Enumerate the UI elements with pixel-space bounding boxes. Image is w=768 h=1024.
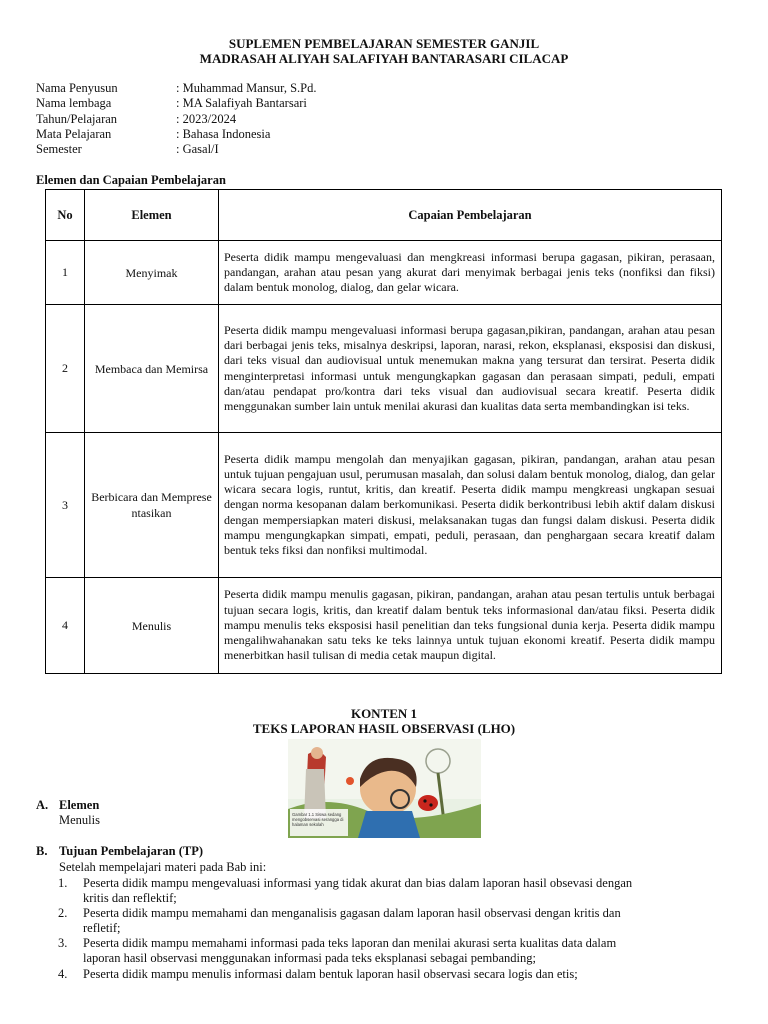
meta-row: [36, 96, 307, 111]
list-text: Peserta didik mampu memahami informasi pada teks laporan dan menilai akurasi serta kualitas data dalam: [83, 936, 617, 950]
list-number: 2.: [58, 906, 68, 920]
meta-key: Nama Penyusun: [36, 81, 118, 95]
row-capaian: Peserta didik mampu mengevaluasi informasi berupa gagasan,pikiran, pandangan, arahan atau pesan dari berbagai jenis teks, misalnya deskripsi, laporan, narasi, rekon, eksplanasi, eksposisi dan diskusi, dari teks visual dan audiovisual untuk menemukan makna yang tersurat dan tersirat. Peserta didik menginterpretasi informasi untuk mengungkapkan gagasan dan perasaan simpati, peduli, empati dan/atau pendapat pro/kontra dari teks visual dan audiovisual secara kreatif. Peserta didik menggunakan sumber lain untuk menilai akurasi dan kualitas data serta membandingkan isi teks.: [219, 305, 722, 433]
section-a-body: Menulis: [59, 813, 100, 827]
meta-value: : 2023/2024: [176, 112, 237, 126]
konten-label: KONTEN 1: [350, 706, 418, 721]
meta-key: Tahun/Pelajaran: [36, 112, 118, 126]
table-header-row: [46, 190, 722, 241]
list-number: 1.: [58, 876, 68, 890]
row-elemen: Membaca dan Memirsa: [85, 305, 219, 433]
row-elemen: Menulis: [85, 578, 219, 674]
list-text: refletif;: [83, 921, 121, 935]
capaian-table: [45, 189, 722, 674]
section-a-label: A.: [36, 798, 49, 812]
doc-title-line2: MADRASAH ALIYAH SALAFIYAH BANTARASARI CILACAP: [199, 51, 569, 66]
list-text: Peserta didik mampu menulis informasi dalam bentuk laporan hasil observasi secara logis dan etis;: [83, 967, 578, 981]
table-row: [46, 433, 722, 578]
list-number: 4.: [58, 967, 68, 981]
meta-value: : Muhammad Mansur, S.Pd.: [176, 81, 317, 95]
table-row: [46, 578, 722, 674]
header-elemen: Elemen: [85, 190, 219, 241]
meta-key: Mata Pelajaran: [36, 127, 112, 141]
doc-title-line1: SUPLEMEN PEMBELAJARAN SEMESTER GANJIL: [228, 36, 540, 51]
section-b-title: Tujuan Pembelajaran (TP): [59, 844, 203, 858]
meta-key: Nama lembaga: [36, 96, 112, 110]
meta-row: [36, 127, 270, 142]
section-b-label: B.: [36, 844, 48, 858]
list-text: kritis dan reflektif;: [83, 891, 177, 905]
row-elemen: Berbicara dan Mempresentasikan: [85, 433, 219, 578]
header-no: No: [46, 190, 85, 241]
table-row: [46, 241, 722, 305]
meta-row: [36, 142, 219, 157]
meta-row: [36, 81, 316, 96]
row-capaian: Peserta didik mampu menulis gagasan, pikiran, pandangan, arahan atau pesan tertulis untuk berbagai tujuan secara logis, kritis, dan kreatif dalam bentuk teks informasional dan/atau fiksi. Peserta didik mampu menulis teks eksposisi hasil penelitian dan teks fungsional dunia kerja. Peserta didik mampu mengalihwahanakan satu teks ke teks lainnya untuk tujuan ekonomi kreatif. Peserta didik mampu menerbitkan hasil tulisan di media cetak maupun digital.: [219, 578, 722, 674]
row-capaian: Peserta didik mampu mengevaluasi dan mengkreasi informasi berupa gagasan, pikiran, perasaan, pandangan, arahan atau pesan yang akurat dari menyimak berbagai jenis teks (nonfiksi dan fiksi) dalam bentuk monolog, dialog, dan gelar wicara.: [219, 241, 722, 305]
table-row: [46, 305, 722, 433]
section-heading: Elemen dan Capaian Pembelajaran: [36, 173, 226, 187]
meta-value: : Bahasa Indonesia: [176, 127, 271, 141]
list-text: Peserta didik mampu mengevaluasi informasi yang tidak akurat dan bias dalam laporan hasil obsevasi dengan: [83, 876, 633, 890]
konten-title: TEKS LAPORAN HASIL OBSERVASI (LHO): [252, 721, 516, 736]
row-elemen: Menyimak: [85, 241, 219, 305]
row-capaian: Peserta didik mampu mengolah dan menyajikan gagasan, pikiran, pandangan, arahan atau pesan untuk tujuan pengajuan usul, perumusan masalah, dan solusi dalam bentuk monolog, dialog, dan gelar wicara secara logis, runtut, kritis, dan kreatif. Peserta didik mampu mengkreasi ungkapan sesuai dengan norma kesopanan dalam berkomunikasi. Peserta didik berkontribusi lebih aktif dalam diskusi dengan mempersiapkan materi diskusi, melaksanakan tugas dan fungsi dalam diskusi. Peserta didik mampu mengungkapkan simpati, empati, peduli, perasaan, dan penghargaan secara kreatif dalam bentuk teks fiksi dan nonfiksi multimodal.: [219, 433, 722, 578]
row-no: 1: [46, 241, 85, 305]
header-capaian: Capaian Pembelajaran: [219, 190, 722, 241]
list-text: Peserta didik mampu memahami dan menganalisis gagasan dalam laporan hasil observasi dengan kritis dan: [83, 906, 621, 920]
section-a-title: Elemen: [59, 798, 100, 812]
section-b-intro: Setelah mempelajari materi pada Bab ini:: [59, 860, 267, 874]
image-caption: Gambar 1.1 Siswa sedang mengobservasi serangga di halaman sekolah: [292, 812, 344, 827]
observation-illustration: [288, 739, 481, 838]
row-no: 3: [46, 433, 85, 578]
meta-row: [36, 112, 236, 127]
meta-key: Semester: [36, 142, 82, 156]
row-no: 2: [46, 305, 85, 433]
row-no: 4: [46, 578, 85, 674]
list-text: laporan hasil observasi menggunakan informasi pada teks eksplanasi sebagai pembanding;: [83, 951, 536, 965]
meta-value: : Gasal/I: [176, 142, 219, 156]
meta-value: : MA Salafiyah Bantarsari: [176, 96, 307, 110]
list-number: 3.: [58, 936, 68, 950]
